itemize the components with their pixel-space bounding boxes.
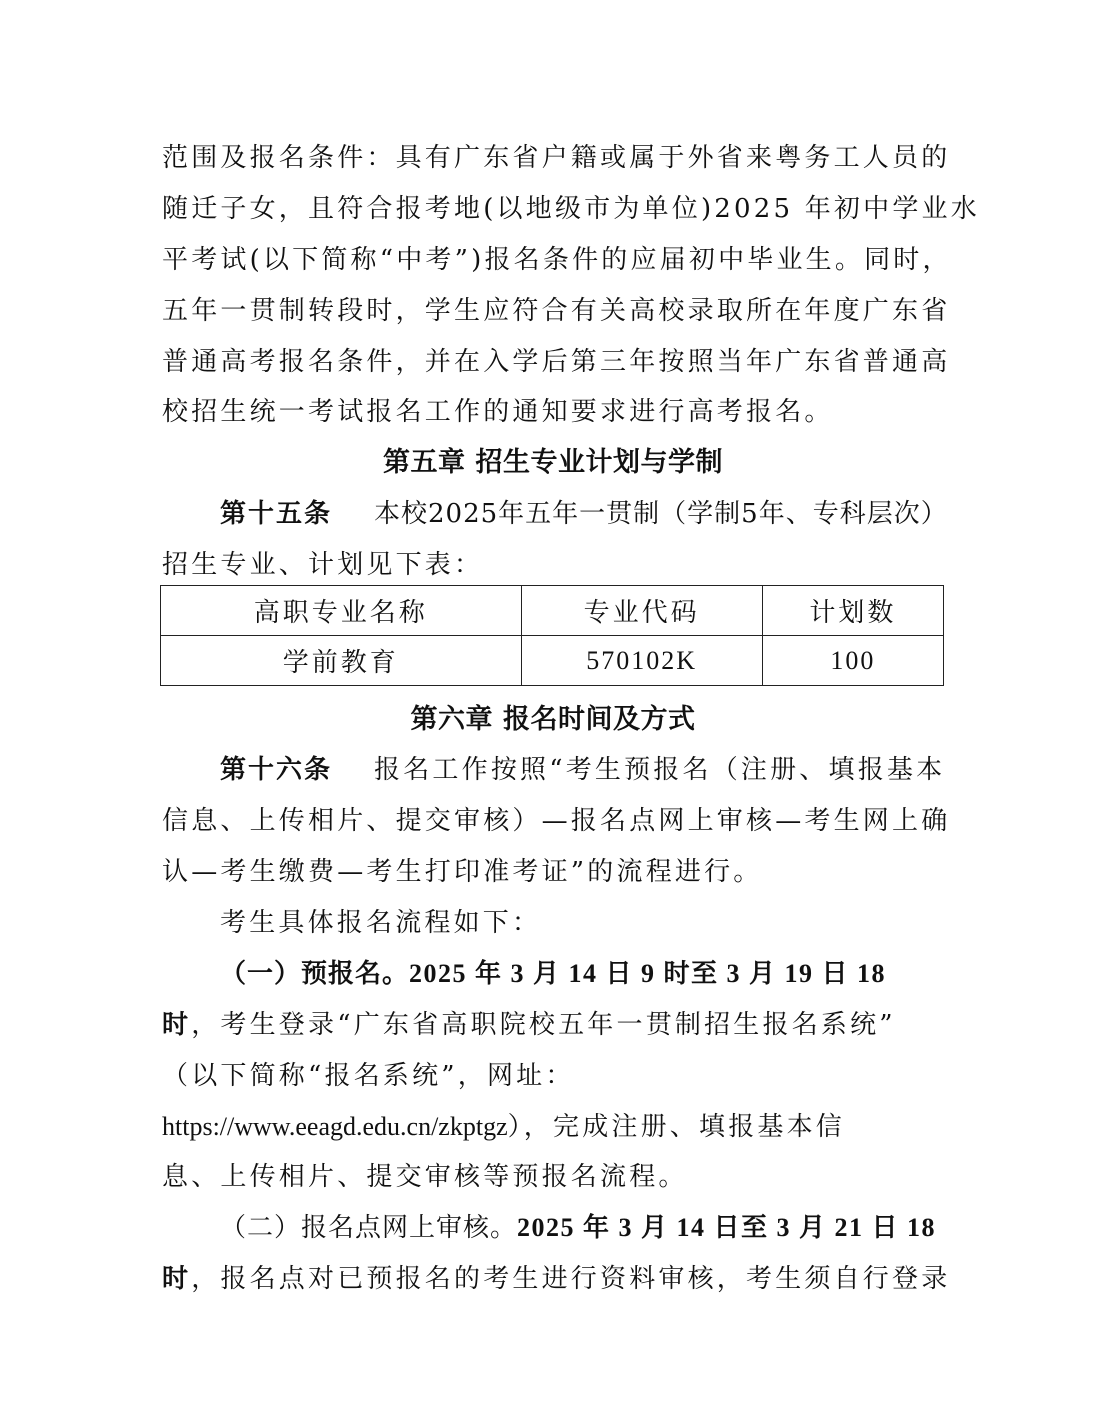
header-plan-count: 计划数 <box>762 586 943 636</box>
chapter-6-title: 第六章 报名时间及方式 <box>410 704 696 735</box>
chapter-5-title: 第五章 招生专业计划与学制 <box>383 447 723 478</box>
registration-system-url[interactable]: https://www.eeagd.edu.cn/zkptgz <box>162 1112 508 1141</box>
paragraph-line: 范围及报名条件：具有广东省户籍或属于外省来粤务工人员的 <box>162 143 951 173</box>
step-1-time: 2025 年 3 月 14 日 9 时至 3 月 19 日 18 <box>409 959 887 988</box>
header-major-name: 高职专业名称 <box>161 586 522 636</box>
article-15-line <box>220 499 948 529</box>
article-15-text: 本校2025年五年一贯制（学制5年、专科层次） <box>374 499 948 529</box>
article-16-line-3: 认—考生缴费—考生打印准考证”的流程进行。 <box>162 857 763 887</box>
article-16-line <box>220 755 944 785</box>
paragraph-line: 随迁子女，且符合报考地(以地级市为单位)2025 年初中学业水 <box>162 194 980 224</box>
cell-major-name: 学前教育 <box>161 636 522 686</box>
step-1-line-3: （以下简称“报名系统”，网址： <box>162 1061 575 1091</box>
step-1-time-end: 时 <box>162 1010 192 1040</box>
paragraph-line: 五年一贯制转段时，学生应符合有关高校录取所在年度广东省 <box>162 296 951 326</box>
step-2-time-end: 时 <box>162 1264 192 1294</box>
step-1-line-2 <box>162 1010 944 1040</box>
cell-plan-count: 100 <box>762 636 943 686</box>
process-intro: 考生具体报名流程如下： <box>220 908 542 938</box>
step-1-label: （一）预报名。 <box>220 959 410 989</box>
header-major-code: 专业代码 <box>521 586 762 636</box>
step-2-line-1 <box>220 1213 944 1243</box>
paragraph-line: 校招生统一考试报名工作的通知要求进行高考报名。 <box>162 397 834 427</box>
article-16-text: 报名工作按照“考生预报名（注册、填报基本 <box>374 755 946 785</box>
article-15-label: 第十五条 <box>220 499 333 529</box>
step-2-line-2 <box>162 1264 951 1294</box>
enrollment-plan-table <box>160 585 944 686</box>
step-1-line-4 <box>162 1112 944 1142</box>
step-1-text: ），完成注册、填报基本信 <box>507 1112 846 1142</box>
paragraph-line: 平考试(以下简称“中考”)报名条件的应届初中毕业生。同时， <box>162 245 952 275</box>
step-2-text: ，报名点对已预报名的考生进行资料审核，考生须自行登录 <box>191 1264 951 1294</box>
article-16-label: 第十六条 <box>220 755 333 785</box>
article-15-line-2: 招生专业、计划见下表： <box>162 550 484 580</box>
table-header-row <box>161 586 944 636</box>
step-1-line-5: 息、上传相片、提交审核等预报名流程。 <box>162 1162 688 1192</box>
cell-major-code: 570102K <box>521 636 762 686</box>
step-1-text: ，考生登录“广东省高职院校五年一贯制招生报名系统” <box>191 1010 896 1040</box>
step-1-line-1 <box>220 959 944 989</box>
step-2-time: 2025 年 3 月 14 日至 3 月 21 日 18 <box>517 1213 937 1242</box>
table-row <box>161 636 944 686</box>
article-16-line-2: 信息、上传相片、提交审核）—报名点网上审核—考生网上确 <box>162 806 951 836</box>
step-2-label: （二）报名点网上审核。 <box>220 1213 518 1243</box>
paragraph-line: 普通高考报名条件，并在入学后第三年按照当年广东省普通高 <box>162 347 951 377</box>
